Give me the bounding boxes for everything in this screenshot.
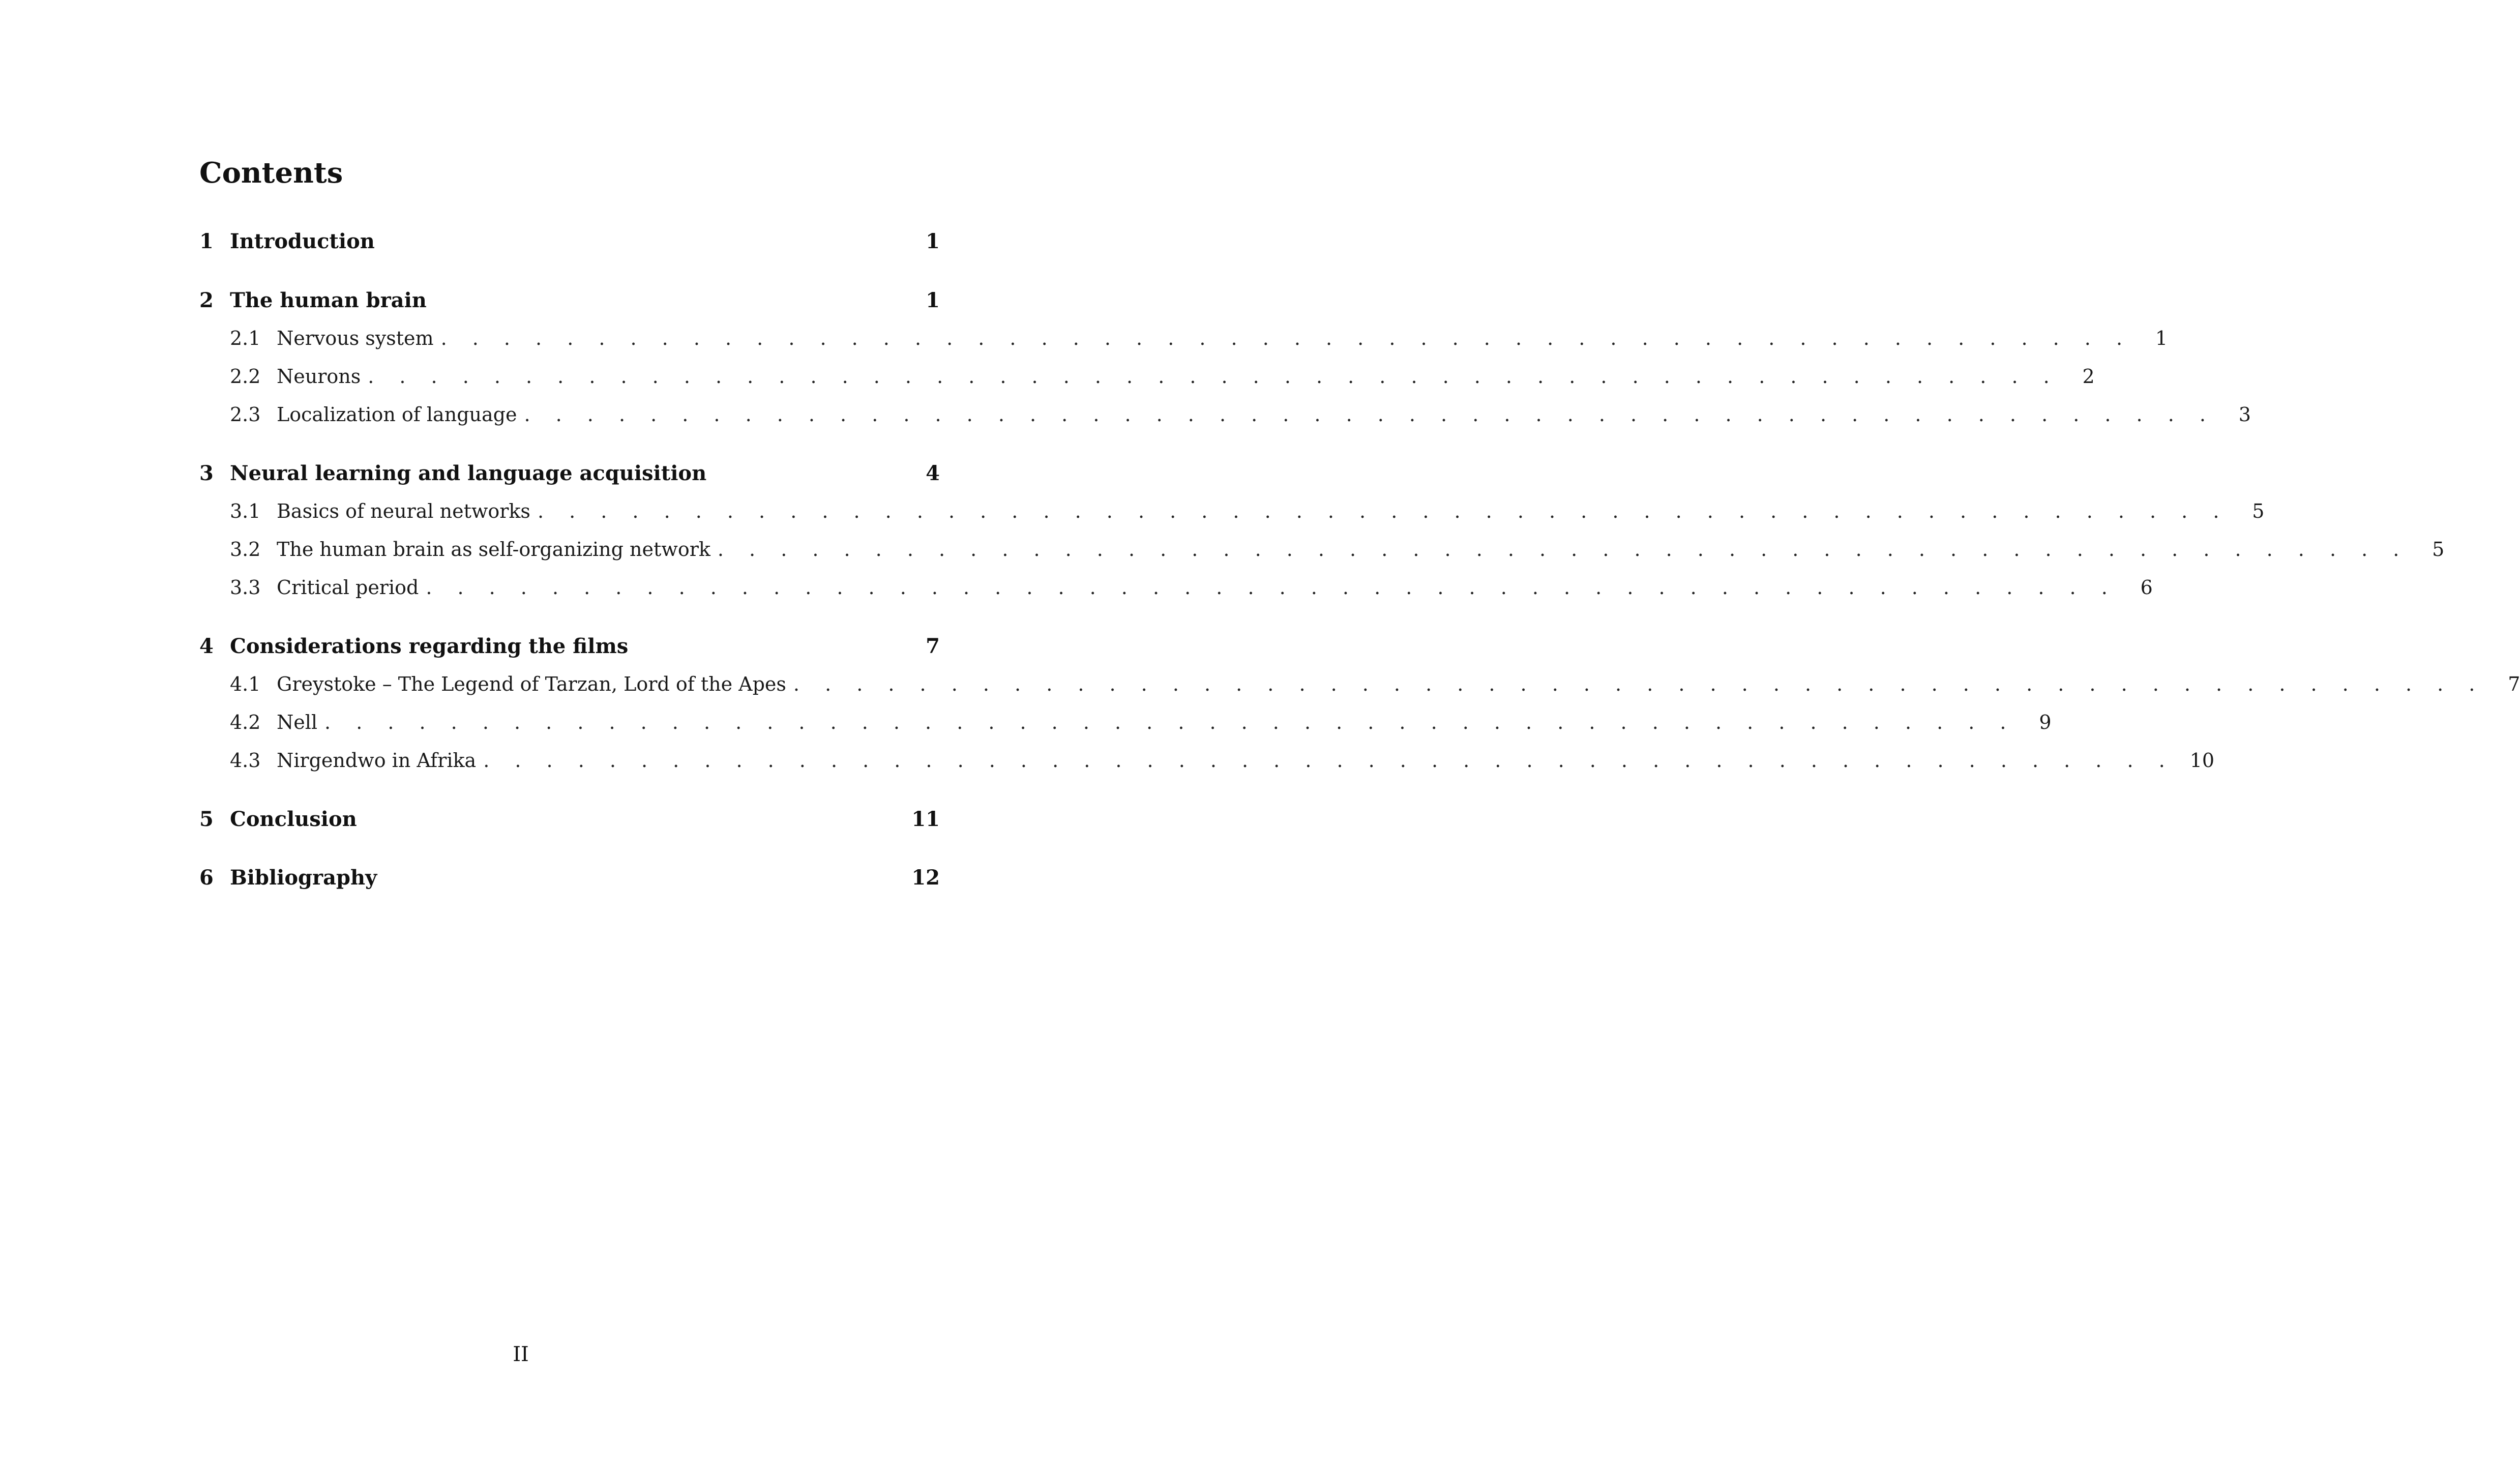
toc-leader-dots: . . . . . . . . . . . . . . . . . . . . . . . . . . . . . . . . . . . . . . . . . . . . . . . . . . . . . . <box>717 538 2409 561</box>
toc-number: 5 <box>199 807 214 831</box>
toc-number: 3.1 <box>230 500 261 522</box>
toc-leader-dots: . . . . . . . . . . . . . . . . . . . . . . . . . . . . . . . . . . . . . . . . . . . . . . . . . . . . . . <box>440 327 2132 349</box>
toc-entry-neurons[interactable] <box>199 361 2095 392</box>
toc-label: Nell <box>277 711 318 733</box>
toc-label: Greystoke – The Legend of Tarzan, Lord of the Apes <box>277 673 786 695</box>
toc-entry-nell[interactable] <box>199 707 2052 738</box>
toc-label: Bibliography <box>230 865 377 890</box>
toc-number: 2 <box>199 288 214 312</box>
toc-leader-dots: . . . . . . . . . . . . . . . . . . . . . . . . . . . . . . . . . . . . . . . . . . . . . . . . . . . . . . <box>537 500 2229 522</box>
toc-number: 4.3 <box>230 749 261 772</box>
toc-number: 2.2 <box>230 365 261 388</box>
toc-entry-human-brain[interactable] <box>199 285 940 315</box>
toc-entry-considerations-films[interactable] <box>199 631 940 661</box>
toc-label: Localization of language <box>277 403 517 426</box>
toc-page-number: 1 <box>926 288 940 312</box>
toc-label: Neurons <box>277 365 361 388</box>
toc-leader-dots: . . . . . . . . . . . . . . . . . . . . . . . . . . . . . . . . . . . . . . . . . . . . . . . . . . . . . . <box>524 403 2215 426</box>
toc-entry-introduction[interactable] <box>199 226 940 256</box>
toc-page-number: 12 <box>911 865 940 890</box>
toc-page-number: 5 <box>2252 500 2265 522</box>
toc-entry-conclusion[interactable] <box>199 804 940 834</box>
toc-page-number: 7 <box>2508 673 2520 695</box>
toc-page-number: 3 <box>2238 403 2251 426</box>
toc-entry-self-organizing-network[interactable] <box>199 534 2445 565</box>
toc-leader-dots: . . . . . . . . . . . . . . . . . . . . . . . . . . . . . . . . . . . . . . . . . . . . . . . . . . . . . . <box>793 673 2485 695</box>
toc-entry-critical-period[interactable] <box>199 572 2153 603</box>
toc-page-number: 4 <box>926 461 940 485</box>
toc-entry-basics-of-neural-networks[interactable] <box>199 496 2265 526</box>
toc-page-number: 2 <box>2082 365 2095 388</box>
toc-number: 3 <box>199 461 214 485</box>
toc-leader-dots: . . . . . . . . . . . . . . . . . . . . . . . . . . . . . . . . . . . . . . . . . . . . . . . . . . . . . . <box>324 711 2016 733</box>
toc-page-number: 10 <box>2189 749 2215 772</box>
toc-number: 4.1 <box>230 673 261 695</box>
toc-number: 3.3 <box>230 576 261 599</box>
toc-label: Critical period <box>277 576 419 599</box>
toc-label: Nirgendwo in Afrika <box>277 749 477 772</box>
toc-entry-localization-of-language[interactable] <box>199 399 2251 430</box>
toc-page-number: 7 <box>926 634 940 658</box>
toc-page-number: 1 <box>2155 327 2168 349</box>
page-title: Contents <box>199 156 343 190</box>
toc-page-number: 9 <box>2039 711 2052 733</box>
toc-number: 2.1 <box>230 327 261 349</box>
toc-entry-nirgendwo-in-afrika[interactable] <box>199 745 2215 776</box>
page-number-footer: II <box>513 1343 529 1366</box>
toc-label: Considerations regarding the films <box>230 634 629 658</box>
toc-entry-greystoke[interactable] <box>199 669 2520 699</box>
toc-number: 3.2 <box>230 538 261 561</box>
toc-label: The human brain <box>230 288 427 312</box>
toc-entry-nervous-system[interactable] <box>199 323 2168 353</box>
toc-page-number: 11 <box>911 807 940 831</box>
toc-number: 1 <box>199 229 214 253</box>
toc-leader-dots: . . . . . . . . . . . . . . . . . . . . . . . . . . . . . . . . . . . . . . . . . . . . . . . . . . . . . . <box>483 749 2175 772</box>
toc-leader-dots: . . . . . . . . . . . . . . . . . . . . . . . . . . . . . . . . . . . . . . . . . . . . . . . . . . . . . . <box>426 576 2117 599</box>
toc-page-number: 5 <box>2432 538 2445 561</box>
toc-leader-dots: . . . . . . . . . . . . . . . . . . . . . . . . . . . . . . . . . . . . . . . . . . . . . . . . . . . . . . <box>368 365 2059 388</box>
toc-number: 6 <box>199 865 214 890</box>
toc-number: 4.2 <box>230 711 261 733</box>
toc-entry-neural-learning[interactable] <box>199 458 940 488</box>
toc-label: Neural learning and language acquisition <box>230 461 707 485</box>
toc-page-number: 1 <box>926 229 940 253</box>
toc-number: 4 <box>199 634 214 658</box>
toc-label: Conclusion <box>230 807 357 831</box>
toc-label: Basics of neural networks <box>277 500 530 522</box>
toc-page-number: 6 <box>2140 576 2153 599</box>
toc-number: 2.3 <box>230 403 261 426</box>
toc-entry-bibliography[interactable] <box>199 862 940 893</box>
toc-label: Introduction <box>230 229 375 253</box>
toc-label: Nervous system <box>277 327 434 349</box>
toc-label: The human brain as self-organizing network <box>277 538 710 561</box>
